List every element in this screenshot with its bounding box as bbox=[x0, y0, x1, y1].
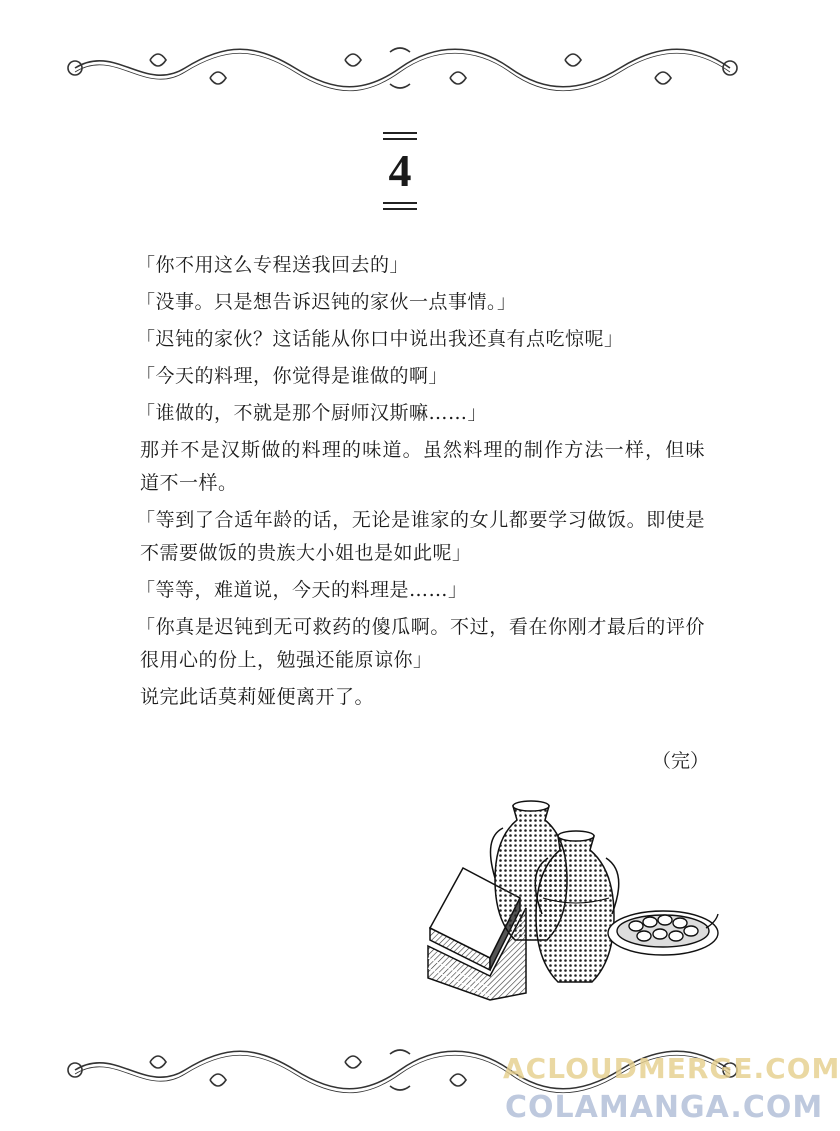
food-tray-icon bbox=[608, 911, 718, 955]
still-life-illustration bbox=[408, 788, 726, 1006]
chapter-rule-top-2 bbox=[383, 138, 417, 140]
paragraph: 「等到了合适年龄的话，无论是谁家的女儿都要学习做饭。即使是不需要做饭的贵族大小姐也是如此呢」 bbox=[136, 509, 705, 564]
paragraph: 说完此话莫莉娅便离开了。 bbox=[140, 686, 375, 708]
watermark-acloudmerge: ACLOUDMERGE.COM bbox=[503, 1052, 840, 1085]
paragraph: 「等等，难道说，今天的料理是……」 bbox=[136, 579, 468, 601]
end-mark: （完） bbox=[652, 750, 710, 772]
chapter-rule-top bbox=[383, 132, 417, 134]
paragraph: 「你不用这么专程送我回去的」 bbox=[136, 254, 410, 276]
paragraph: 「今天的料理，你觉得是谁做的啊」 bbox=[136, 365, 449, 387]
chapter-header bbox=[0, 128, 800, 214]
chapter-rule-bottom bbox=[383, 202, 417, 204]
paragraph: 那并不是汉斯做的料理的味道。虽然料理的制作方法一样，但味道不一样。 bbox=[140, 439, 705, 494]
chapter-rule-bottom-2 bbox=[383, 208, 417, 210]
watermark-colamanga: COLAMANGA.COM bbox=[505, 1090, 824, 1125]
chapter-number: 4 bbox=[388, 145, 412, 196]
paragraph: 「没事。只是想告诉迟钝的家伙一点事情。」 bbox=[136, 291, 517, 313]
paragraph: 「迟钝的家伙？这话能从你口中说出我还真有点吃惊呢」 bbox=[136, 328, 624, 350]
body-text bbox=[136, 249, 705, 718]
top-ornament bbox=[55, 38, 745, 98]
paragraph: 「谁做的，不就是那个厨师汉斯嘛……」 bbox=[136, 402, 488, 424]
paragraph: 「你真是迟钝到无可救药的傻瓜啊。不过，看在你刚才最后的评价很用心的份上，勉强还能原谅你」 bbox=[136, 616, 705, 671]
